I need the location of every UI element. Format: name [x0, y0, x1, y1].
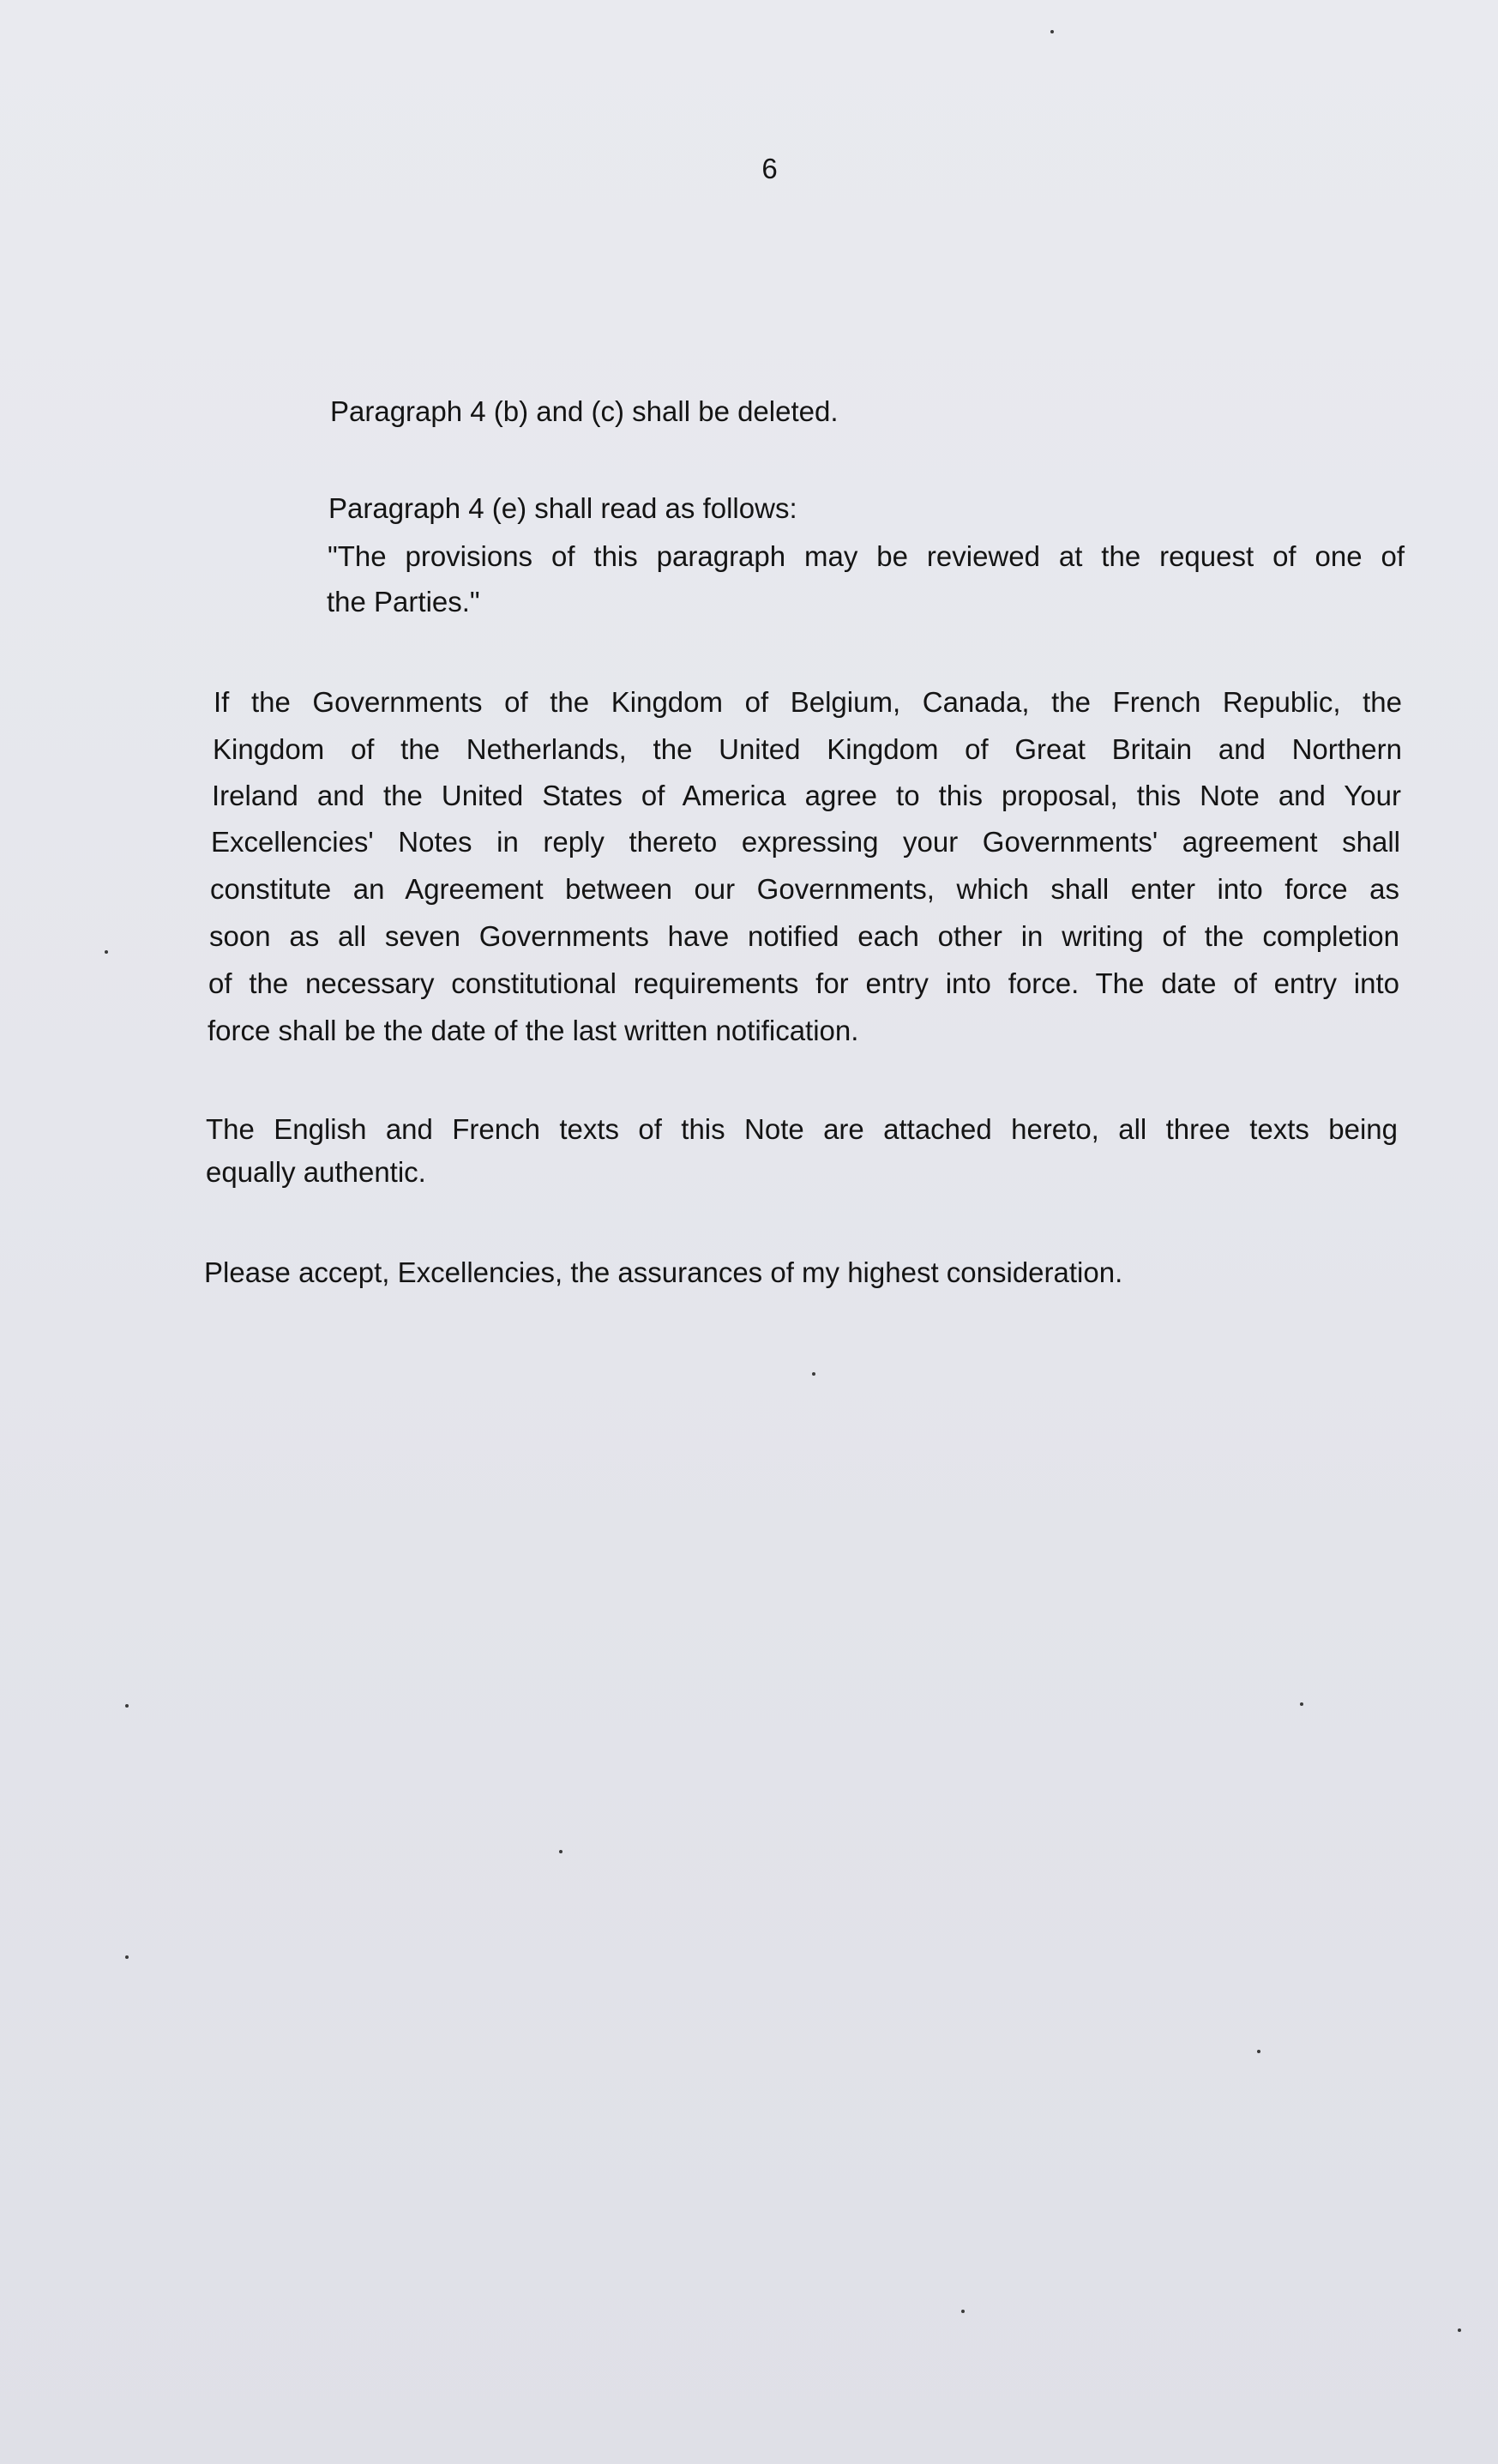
- text-line: force shall be the date of the last written notification.: [208, 1015, 859, 1046]
- scan-speck: [1300, 1702, 1303, 1706]
- scan-speck: [961, 2310, 965, 2313]
- text-line: Excellencies' Notes in reply thereto expressing your Governments' agreement shall: [211, 826, 1400, 858]
- scan-speck: [1257, 2050, 1260, 2053]
- text-line: The English and French texts of this Note are attached hereto, all three texts being: [206, 1113, 1398, 1145]
- page-number: 6: [761, 153, 778, 184]
- text-line: equally authentic.: [206, 1156, 426, 1188]
- scan-speck: [1458, 2328, 1461, 2332]
- text-line: constitute an Agreement between our Governments, which shall enter into force as: [210, 873, 1399, 905]
- text-line: If the Governments of the Kingdom of Belgium, Canada, the French Republic, the: [214, 686, 1402, 718]
- text-line: Kingdom of the Netherlands, the United Kingdom of Great Britain and Northern: [213, 733, 1402, 765]
- text-line: Please accept, Excellencies, the assurances of my highest consideration.: [204, 1256, 1123, 1288]
- scan-speck: [559, 1850, 563, 1853]
- text-line: Ireland and the United States of America agree to this proposal, this Note and Your: [212, 780, 1401, 811]
- scan-speck: [1050, 30, 1054, 33]
- scan-speck: [812, 1372, 815, 1376]
- text-line: "The provisions of this paragraph may be reviewed at the request of one of: [328, 540, 1405, 572]
- text-line: the Parties.": [327, 586, 480, 618]
- scan-speck: [125, 1955, 129, 1959]
- scan-speck: [125, 1704, 129, 1708]
- text-line: Paragraph 4 (b) and (c) shall be deleted.: [330, 395, 839, 427]
- text-line: soon as all seven Governments have notified each other in writing of the completion: [209, 920, 1399, 952]
- text-line: of the necessary constitutional requirements for entry into force. The date of entry into: [208, 967, 1399, 999]
- text-line: Paragraph 4 (e) shall read as follows:: [328, 492, 797, 524]
- scan-speck: [105, 950, 108, 954]
